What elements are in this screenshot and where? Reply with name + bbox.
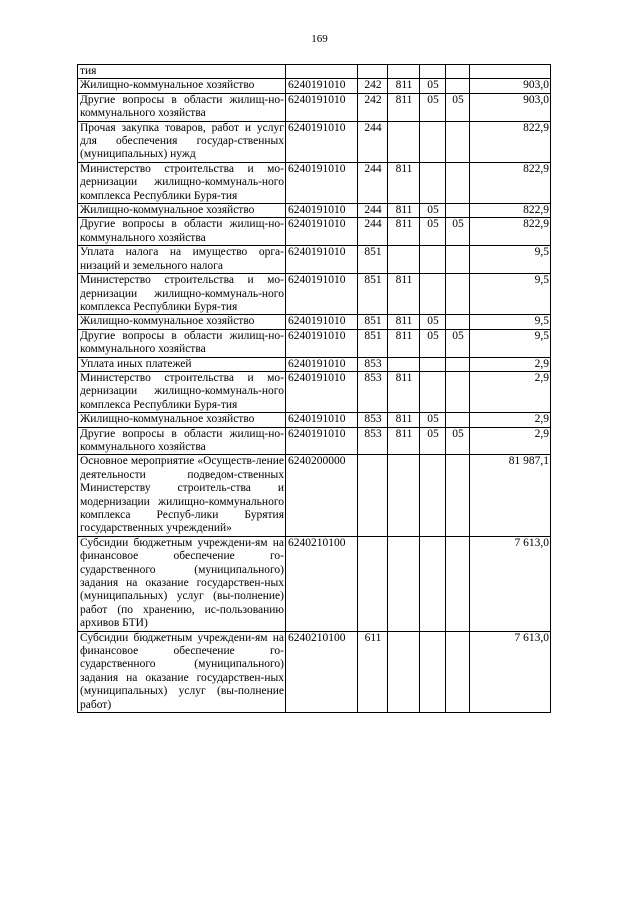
- cell-target-code: 6240210100: [286, 631, 358, 712]
- table-row: [78, 121, 551, 162]
- table-row: [78, 536, 551, 631]
- cell-section: 05: [420, 218, 446, 246]
- cell-amount: 903,0: [470, 79, 551, 93]
- cell-subsection: [446, 79, 470, 93]
- cell-section: [420, 162, 446, 203]
- cell-amount: 2,9: [470, 371, 551, 412]
- cell-expense-type: 244: [358, 121, 388, 162]
- cell-department: [388, 65, 420, 79]
- cell-expense-type: 853: [358, 357, 388, 371]
- table-row: [78, 79, 551, 93]
- cell-expense-type: 853: [358, 427, 388, 455]
- cell-target-code: 6240191010: [286, 315, 358, 329]
- budget-table: [77, 64, 551, 713]
- page-number: 169: [311, 33, 328, 45]
- cell-department: 811: [388, 79, 420, 93]
- cell-subsection: [446, 357, 470, 371]
- table-body: [78, 65, 551, 713]
- table-row: [78, 631, 551, 712]
- cell-amount: 822,9: [470, 204, 551, 218]
- cell-section: [420, 65, 446, 79]
- cell-department: [388, 455, 420, 536]
- cell-name: Жилищно-коммунальное хозяйство: [78, 79, 286, 93]
- cell-amount: 9,5: [470, 246, 551, 274]
- cell-expense-type: [358, 455, 388, 536]
- table-row: [78, 218, 551, 246]
- cell-expense-type: 242: [358, 79, 388, 93]
- cell-target-code: 6240191010: [286, 329, 358, 357]
- cell-amount: 81 987,1: [470, 455, 551, 536]
- cell-name: Министерство строительства и мо-дернизации жилищно-коммуналь-ного комплекса Республики Буря-тия: [78, 274, 286, 315]
- cell-subsection: [446, 274, 470, 315]
- cell-expense-type: [358, 65, 388, 79]
- cell-target-code: 6240191010: [286, 121, 358, 162]
- cell-amount: 903,0: [470, 93, 551, 121]
- table-row: [78, 357, 551, 371]
- cell-subsection: 05: [446, 218, 470, 246]
- cell-section: [420, 371, 446, 412]
- cell-subsection: [446, 455, 470, 536]
- table-row: [78, 274, 551, 315]
- cell-subsection: [446, 315, 470, 329]
- cell-expense-type: 851: [358, 274, 388, 315]
- cell-target-code: 6240191010: [286, 79, 358, 93]
- cell-name: Другие вопросы в области жилищ-но-коммунального хозяйства: [78, 218, 286, 246]
- cell-amount: 9,5: [470, 274, 551, 315]
- cell-department: 811: [388, 413, 420, 427]
- cell-name: Уплата иных платежей: [78, 357, 286, 371]
- cell-amount: [470, 65, 551, 79]
- cell-target-code: 6240191010: [286, 427, 358, 455]
- cell-section: 05: [420, 315, 446, 329]
- cell-name: Жилищно-коммунальное хозяйство: [78, 315, 286, 329]
- cell-name: Прочая закупка товаров, работ и услуг для обеспечения государ-ственных (муниципальных) нужд: [78, 121, 286, 162]
- cell-name: Субсидии бюджетным учреждени-ям на финансовое обеспечение го-сударственного (муниципального) задания на оказание государствен-ных (муниципальных) услуг (вы-полнение) работ (по хранению, ис-пользованию архивов БТИ): [78, 536, 286, 631]
- cell-subsection: [446, 121, 470, 162]
- cell-name: Уплата налога на имущество орга-низаций и земельного налога: [78, 246, 286, 274]
- cell-department: [388, 357, 420, 371]
- cell-expense-type: 851: [358, 315, 388, 329]
- cell-name: Другие вопросы в области жилищ-но-коммунального хозяйства: [78, 329, 286, 357]
- table-row: [78, 371, 551, 412]
- cell-expense-type: 244: [358, 162, 388, 203]
- cell-department: 811: [388, 93, 420, 121]
- cell-name: Министерство строительства и мо-дернизации жилищно-коммуналь-ного комплекса Республики Буря-тия: [78, 162, 286, 203]
- cell-amount: 9,5: [470, 315, 551, 329]
- cell-target-code: 6240191010: [286, 274, 358, 315]
- cell-section: 05: [420, 79, 446, 93]
- cell-department: 811: [388, 274, 420, 315]
- cell-expense-type: 611: [358, 631, 388, 712]
- cell-department: 811: [388, 204, 420, 218]
- cell-subsection: [446, 65, 470, 79]
- cell-subsection: [446, 162, 470, 203]
- cell-department: 811: [388, 218, 420, 246]
- cell-section: 05: [420, 413, 446, 427]
- cell-amount: 2,9: [470, 413, 551, 427]
- cell-amount: 822,9: [470, 162, 551, 203]
- cell-name: Жилищно-коммунальное хозяйство: [78, 413, 286, 427]
- table-row: [78, 162, 551, 203]
- cell-expense-type: 242: [358, 93, 388, 121]
- cell-amount: 9,5: [470, 329, 551, 357]
- cell-name: Министерство строительства и мо-дернизации жилищно-коммуналь-ного комплекса Республики Буря-тия: [78, 371, 286, 412]
- cell-section: [420, 455, 446, 536]
- cell-expense-type: 851: [358, 246, 388, 274]
- cell-amount: 7 613,0: [470, 631, 551, 712]
- cell-subsection: 05: [446, 329, 470, 357]
- cell-target-code: 6240191010: [286, 371, 358, 412]
- cell-expense-type: 853: [358, 371, 388, 412]
- cell-subsection: [446, 371, 470, 412]
- cell-amount: 822,9: [470, 218, 551, 246]
- cell-amount: 2,9: [470, 357, 551, 371]
- table-row: [78, 329, 551, 357]
- cell-subsection: 05: [446, 93, 470, 121]
- table-row: [78, 246, 551, 274]
- cell-department: [388, 246, 420, 274]
- cell-expense-type: [358, 536, 388, 631]
- cell-subsection: [446, 204, 470, 218]
- cell-amount: 2,9: [470, 427, 551, 455]
- cell-target-code: 6240191010: [286, 204, 358, 218]
- cell-department: [388, 121, 420, 162]
- cell-subsection: [446, 631, 470, 712]
- cell-section: [420, 357, 446, 371]
- cell-target-code: 6240191010: [286, 357, 358, 371]
- cell-section: [420, 536, 446, 631]
- cell-department: [388, 631, 420, 712]
- table-row: [78, 93, 551, 121]
- cell-section: 05: [420, 204, 446, 218]
- cell-section: [420, 246, 446, 274]
- cell-name: Другие вопросы в области жилищ-но-коммунального хозяйства: [78, 427, 286, 455]
- cell-subsection: [446, 536, 470, 631]
- cell-target-code: 6240191010: [286, 413, 358, 427]
- cell-department: 811: [388, 315, 420, 329]
- table-row: [78, 427, 551, 455]
- cell-subsection: [446, 413, 470, 427]
- cell-section: 05: [420, 329, 446, 357]
- cell-department: 811: [388, 329, 420, 357]
- cell-subsection: [446, 246, 470, 274]
- table-row: [78, 315, 551, 329]
- cell-department: 811: [388, 371, 420, 412]
- cell-name: Основное мероприятие «Осуществ-ление деятельности подведом-ственных Министерству строитель-ства и модернизации жилищно-коммунального комплекса Респуб-лики Бурятия государственных учреждений»: [78, 455, 286, 536]
- cell-target-code: 6240200000: [286, 455, 358, 536]
- table-row: [78, 65, 551, 79]
- cell-amount: 7 613,0: [470, 536, 551, 631]
- cell-target-code: 6240191010: [286, 93, 358, 121]
- table-row: [78, 204, 551, 218]
- table-row: [78, 413, 551, 427]
- cell-expense-type: 851: [358, 329, 388, 357]
- cell-department: 811: [388, 162, 420, 203]
- table-row: [78, 455, 551, 536]
- cell-name: Другие вопросы в области жилищ-но-коммунального хозяйства: [78, 93, 286, 121]
- cell-section: 05: [420, 93, 446, 121]
- cell-target-code: 6240191010: [286, 246, 358, 274]
- cell-expense-type: 244: [358, 218, 388, 246]
- cell-expense-type: 244: [358, 204, 388, 218]
- cell-target-code: 6240191010: [286, 218, 358, 246]
- cell-name: Жилищно-коммунальное хозяйство: [78, 204, 286, 218]
- cell-department: 811: [388, 427, 420, 455]
- cell-amount: 822,9: [470, 121, 551, 162]
- cell-department: [388, 536, 420, 631]
- cell-target-code: 6240210100: [286, 536, 358, 631]
- cell-subsection: 05: [446, 427, 470, 455]
- cell-name: Субсидии бюджетным учреждени-ям на финансовое обеспечение го-сударственного (муниципального) задания на оказание государствен-ных (муниципальных) услуг (вы-полнение работ): [78, 631, 286, 712]
- cell-expense-type: 853: [358, 413, 388, 427]
- cell-name: тия: [78, 65, 286, 79]
- cell-section: 05: [420, 427, 446, 455]
- cell-section: [420, 121, 446, 162]
- cell-target-code: [286, 65, 358, 79]
- cell-section: [420, 274, 446, 315]
- cell-section: [420, 631, 446, 712]
- cell-target-code: 6240191010: [286, 162, 358, 203]
